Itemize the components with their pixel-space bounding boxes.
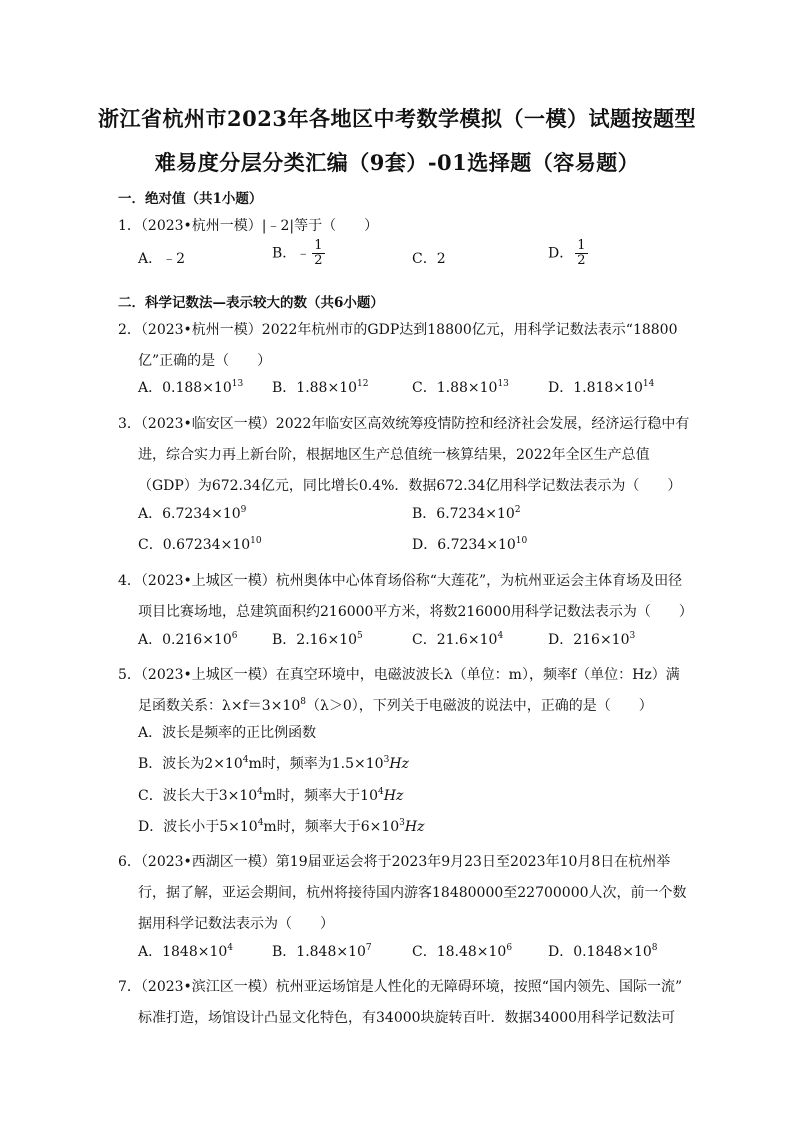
question-5-option-c xyxy=(138,785,698,816)
document-title-line-2: 难易度分层分类汇编（9套）-01选择题（容易题） xyxy=(154,150,640,175)
question-1-stem: 1．（2023•杭州一模）|﹣2|等于（ ） xyxy=(118,218,379,234)
question-6 xyxy=(118,847,687,940)
option-a: A．$6.7234\times 10^9$ xyxy=(138,505,247,522)
question-2-options xyxy=(138,377,698,408)
option-b: B．$2.16\times 10^5$ xyxy=(272,631,363,648)
option-a: A．$0.216\times 10^6$ xyxy=(138,631,238,648)
question-5-line-2: 足函数关系：$\lambda\times f=3\times 10^8(\lambda>0)$，下列关于电磁波的说法中，正确的是（ ） xyxy=(138,697,653,714)
question-3-line-1: 3．（2023•临安区一模）2022年临安区高效统筹疫情防控和经济社会发展，经济运行稳中有 xyxy=(118,416,690,432)
option-b-label: B．﹣ xyxy=(272,245,311,262)
option-b: B．$1.848\times 10^7$ xyxy=(272,943,372,960)
fraction-denominator: 2 xyxy=(314,253,323,268)
question-7 xyxy=(118,972,683,1034)
question-3 xyxy=(118,409,690,502)
question-7-line-2: 标准打造，场馆设计凸显文化特色，有34000块旋转百叶．数据34000用科学记数法可 xyxy=(138,1010,676,1026)
question-1 xyxy=(118,211,678,242)
question-3-options-row-2 xyxy=(138,534,698,565)
question-2 xyxy=(118,315,678,377)
fraction-numerator: 1 xyxy=(577,238,586,253)
option-c: C．2 xyxy=(412,251,446,267)
option-c: C．波长大于$3\times 10^4m$时，频率大于$10^4Hz$ xyxy=(138,787,404,804)
question-4-line-1: 4．（2023•上城区一模）杭州奥体中心体育场俗称“大莲花”，为杭州亚运会主体育场及田径 xyxy=(118,573,683,589)
question-3-line-3: （GDP）为672.34亿元，同比增长0.4%．数据672.34亿用科学记数法表示为（ ） xyxy=(138,478,682,494)
fraction xyxy=(312,239,324,268)
question-5-option-a xyxy=(138,722,698,753)
option-d: D．$1.818\times 10^{14}$ xyxy=(548,379,655,396)
question-6-line-1: 6．（2023•西湖区一模）第19届亚运会将于2023年9月23日至2023年10月8日在杭州举 xyxy=(118,854,671,870)
section-heading: 二．科学记数法—表示较大的数（共6小题） xyxy=(118,295,384,311)
option-b xyxy=(272,239,325,268)
question-6-line-2: 行，据了解，亚运会期间，杭州将接待国内游客18480000至22700000人次，前一个数 xyxy=(138,885,687,901)
option-c: C．$18.48\times 10^6$ xyxy=(412,943,513,960)
question-5-line-1: 5．（2023•上城区一模）在真空环境中，电磁波波长λ（单位：m），频率f（单位：Hz）满 xyxy=(118,667,680,683)
option-a: A．$0.188\times 10^{13}$ xyxy=(138,379,244,396)
question-5-option-b xyxy=(138,753,698,784)
question-6-line-3: 据用科学记数法表示为（ ） xyxy=(138,916,334,932)
fraction xyxy=(575,239,587,268)
option-a: A．波长是频率的正比例函数 xyxy=(138,725,317,741)
option-b: B．波长为$2\times 10^4m$时，频率为$1.5\times 10^3Hz$ xyxy=(138,755,409,772)
option-c: C．$1.88\times 10^{13}$ xyxy=(412,379,509,396)
option-d: D．$6.7234\times 10^{10}$ xyxy=(412,536,528,553)
question-4-options xyxy=(138,629,698,660)
question-3-options-row-1 xyxy=(138,503,698,534)
question-7-line-1: 7．（2023•滨江区一模）杭州亚运场馆是人性化的无障碍环境，按照“国内领先、国际一流” xyxy=(118,979,683,995)
option-d: D．$216\times 10^3$ xyxy=(548,631,636,648)
question-5 xyxy=(118,660,678,722)
option-d xyxy=(548,239,588,268)
question-5-option-d xyxy=(138,816,698,847)
question-4 xyxy=(118,566,693,628)
fraction-numerator: 1 xyxy=(314,238,323,253)
option-d: D．波长小于$5\times 10^4m$时，频率大于$6\times 10^3Hz$ xyxy=(138,818,425,835)
question-3-line-2: 进，综合实力再上新台阶，根据地区生产总值统一核算结果，2022年全区生产总值 xyxy=(138,447,650,463)
question-6-options xyxy=(138,941,698,972)
question-2-line-1: 2．（2023•杭州一模）2022年杭州市的GDP达到18800亿元，用科学记数法表示“18800 xyxy=(118,322,678,338)
option-a: A．$1848\times 10^4$ xyxy=(138,943,234,960)
option-c: C．$0.67234\times 10^{10}$ xyxy=(138,536,262,553)
option-b: B．$6.7234\times 10^2$ xyxy=(412,505,521,522)
option-b: B．$1.88\times 10^{12}$ xyxy=(272,379,369,396)
section-heading: 一．绝对值（共1小题） xyxy=(118,191,263,207)
fraction-denominator: 2 xyxy=(577,253,586,268)
question-1-options xyxy=(138,238,698,279)
option-d-label: D． xyxy=(548,245,574,262)
question-4-line-2: 项目比赛场地，总建筑面积约216000平方米，将数216000用科学记数法表示为（ ） xyxy=(138,604,693,620)
option-d: D．$0.1848\times 10^8$ xyxy=(548,943,658,960)
option-a: A．﹣2 xyxy=(138,251,186,267)
option-c: C．$21.6\times 10^4$ xyxy=(412,631,504,648)
document-title-line-1: 浙江省杭州市2023年各地区中考数学模拟（一模）试题按题型 xyxy=(98,106,696,131)
question-2-line-2: 亿”正确的是（ ） xyxy=(138,353,272,369)
